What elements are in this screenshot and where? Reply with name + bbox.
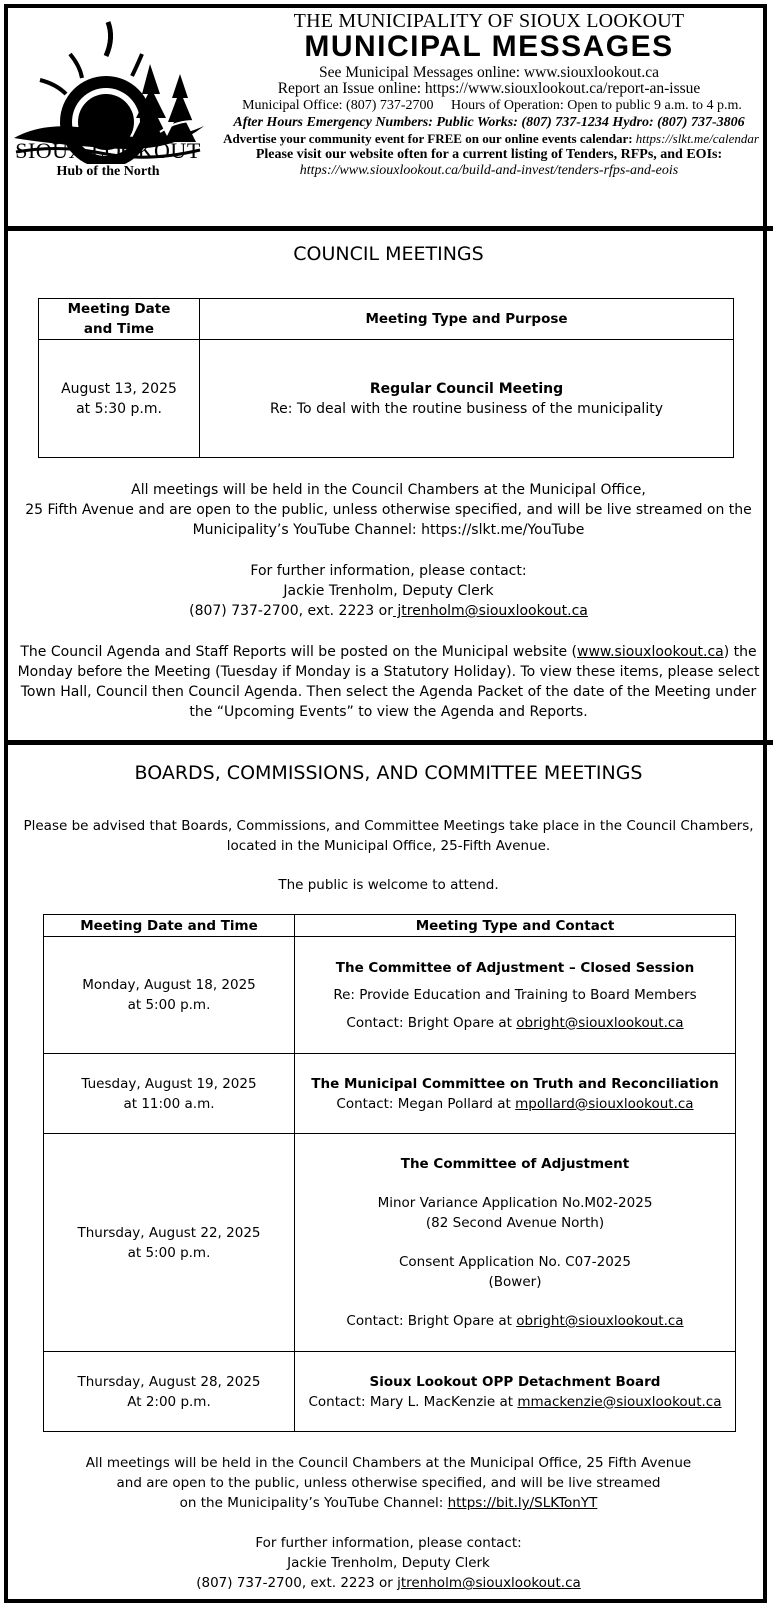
meeting-date: Thursday, August 28, 2025 [77, 1373, 261, 1390]
text-line: 25 Fifth Avenue and are open to the public, unless otherwise specified, and will be live streamed on the [25, 502, 752, 518]
contact-label: Contact: Megan Pollard at [336, 1095, 516, 1112]
council-agenda-paragraph [8, 642, 769, 722]
section-divider [4, 226, 773, 231]
online-link[interactable]: See Municipal Messages online: www.siouxlookout.ca [319, 64, 659, 81]
boards-intro [8, 816, 769, 856]
text-line: All meetings will be held in the Council Chambers at the Municipal Office, 25 Fifth Avenue [85, 1455, 692, 1471]
office-phone: Municipal Office: (807) 737-2700 [242, 98, 434, 113]
meeting-date-cell [44, 1352, 295, 1432]
page-title: MUNICIPAL MESSAGES [304, 30, 674, 63]
text-span: The Council Agenda and Staff Reports will be posted on the Municipal website ( [20, 644, 578, 660]
table-row [44, 1134, 736, 1352]
text-line: For further information, please contact: [255, 1535, 522, 1551]
meeting-type-cell [295, 937, 736, 1054]
application-number: Consent Application No. C07-2025 [399, 1254, 631, 1270]
council-location-paragraph [8, 480, 769, 540]
boards-location-paragraph [8, 1453, 769, 1513]
table-header-type: Meeting Type and Contact [295, 915, 736, 937]
meeting-type-cell [295, 1134, 736, 1352]
contact-label: Contact: Bright Opare at [346, 1014, 517, 1031]
contact-email-link[interactable]: mmackenzie@siouxlookout.ca [517, 1393, 722, 1410]
report-issue-link[interactable]: Report an Issue online: https://www.siouxlookout.ca/report-an-issue [277, 80, 701, 97]
municipality-name: THE MUNICIPALITY OF SIOUX LOOKOUT [293, 10, 685, 32]
application-name: (Bower) [488, 1274, 542, 1290]
application-address: (82 Second Avenue North) [425, 1215, 605, 1231]
boards-contact [8, 1533, 769, 1593]
text-line: All meetings will be held in the Council Chambers at the Municipal Office, [131, 482, 646, 498]
meeting-type-cell [295, 1352, 736, 1432]
text-line: the “Upcoming Events” to view the Agenda and Reports. [189, 704, 588, 720]
logo-tagline: Hub of the North [56, 164, 160, 179]
meeting-type: Sioux Lookout OPP Detachment Board [369, 1373, 661, 1390]
council-contact [8, 561, 769, 621]
tenders-link[interactable]: https://www.siouxlookout.ca/build-and-invest/tenders-rfps-and-eois [299, 163, 679, 178]
meeting-contact [295, 1094, 735, 1114]
meeting-date-cell [44, 1054, 295, 1134]
meeting-purpose: Re: Provide Education and Training to Board Members [333, 986, 697, 1003]
section-divider [4, 740, 773, 745]
meeting-time: at 11:00 a.m. [123, 1095, 215, 1112]
youtube-link[interactable]: https://bit.ly/SLKTonYT [447, 1495, 598, 1511]
meeting-date: Thursday, August 22, 2025 [77, 1224, 261, 1241]
boards-heading: BOARDS, COMMISSIONS, AND COMMITTEE MEETINGS [134, 762, 643, 784]
text-line: Monday before the Meeting (Tuesday if Monday is a Statutory Holiday). To view these items, please select [17, 664, 760, 680]
header-line: Meeting Date [67, 301, 171, 317]
public-welcome: The public is welcome to attend. [278, 877, 499, 893]
meeting-type: The Committee of Adjustment [400, 1156, 630, 1172]
text-line [8, 642, 769, 662]
website-link[interactable]: www.siouxlookout.ca [577, 644, 724, 660]
meeting-time: At 2:00 p.m. [127, 1393, 211, 1410]
text-line [8, 601, 769, 621]
meeting-date-cell [39, 340, 200, 458]
text-line: Please be advised that Boards, Commissions, and Committee Meetings take place in the Council Chambers, [23, 818, 754, 834]
meeting-contact [295, 1311, 735, 1331]
logo-name: SIOUX LOOKOUT [15, 138, 201, 163]
contact-email-link[interactable]: mpollard@siouxlookout.ca [515, 1095, 694, 1112]
text-line [8, 1573, 769, 1593]
meeting-time: at 5:30 p.m. [76, 400, 162, 417]
meeting-type: Regular Council Meeting [369, 380, 564, 397]
contact-email-link[interactable]: jtrenholm@siouxlookout.ca [397, 1575, 581, 1591]
text-line: Town Hall, Council then Council Agenda. Then select the Agenda Packet of the date of the Meeting under [20, 684, 757, 700]
table-row [44, 1352, 736, 1432]
text-line: located in the Municipal Office, 25-Fifth Avenue. [226, 838, 551, 854]
contact-label: Contact: Mary L. MacKenzie at [308, 1393, 518, 1410]
advertise-label: Advertise your community event for FREE on our online events calendar: [223, 131, 633, 146]
sioux-lookout-logo [10, 14, 206, 184]
meeting-date-cell [44, 1134, 295, 1352]
contact-name: Jackie Trenholm, Deputy Clerk [283, 583, 494, 599]
meeting-type-cell [200, 340, 734, 458]
contact-phone: (807) 737-2700, ext. 2223 or [196, 1575, 398, 1591]
hours-of-operation: Hours of Operation: Open to public 9 a.m. to 4 p.m. [451, 98, 742, 113]
council-meetings-table [38, 298, 734, 458]
council-meetings-heading: COUNCIL MEETINGS [293, 243, 484, 265]
contact-email-link[interactable]: obright@siouxlookout.ca [516, 1313, 684, 1329]
meeting-date: Monday, August 18, 2025 [82, 977, 256, 993]
text-span: ) the [723, 644, 757, 660]
table-row [39, 340, 734, 458]
text-line: and are open to the public, unless otherwise specified, and will be live streamed [116, 1475, 661, 1491]
meeting-type: The Committee of Adjustment – Closed Session [335, 959, 695, 976]
meeting-time: at 5:00 p.m. [127, 997, 211, 1013]
table-header-type: Meeting Type and Purpose [200, 299, 734, 340]
meeting-date: Tuesday, August 19, 2025 [81, 1075, 257, 1092]
tenders-label: Please visit our website often for a current listing of Tenders, RFPs, and EOIs: [255, 147, 723, 162]
office-hours-line [212, 98, 772, 114]
header-line: and Time [83, 321, 155, 337]
contact-label: Contact: Bright Opare at [346, 1313, 517, 1329]
application-number: Minor Variance Application No.M02-2025 [377, 1195, 653, 1211]
meeting-date: August 13, 2025 [61, 380, 177, 397]
meeting-type: The Municipal Committee on Truth and Reconciliation [311, 1075, 719, 1092]
text-line: Municipality’s YouTube Channel: https://slkt.me/YouTube [192, 522, 585, 538]
boards-meetings-table [43, 914, 736, 1432]
meeting-purpose: Re: To deal with the routine business of the municipality [270, 400, 663, 417]
meeting-contact [295, 1392, 735, 1412]
text-span: on the Municipality’s YouTube Channel: [179, 1495, 448, 1511]
meeting-time: at 5:00 p.m. [127, 1244, 211, 1261]
text-line [8, 1493, 769, 1513]
meeting-contact [295, 1013, 735, 1033]
calendar-link[interactable]: https://slkt.me/calendar [635, 131, 759, 146]
contact-name: Jackie Trenholm, Deputy Clerk [287, 1555, 490, 1571]
text-line: For further information, please contact: [250, 563, 527, 579]
table-row [44, 1054, 736, 1134]
meeting-type-cell [295, 1054, 736, 1134]
advertise-line [208, 131, 774, 147]
contact-email-link[interactable]: jtrenholm@siouxlookout.ca [392, 603, 588, 619]
table-header-date: Meeting Date and Time [44, 915, 295, 937]
table-header-date [39, 299, 200, 340]
table-row [44, 937, 736, 1054]
meeting-date-cell [44, 937, 295, 1054]
after-hours-numbers: After Hours Emergency Numbers: Public Works: (807) 737-1234 Hydro: (807) 737-3806 [233, 115, 745, 130]
contact-email-link[interactable]: obright@siouxlookout.ca [516, 1014, 684, 1031]
contact-phone: (807) 737-2700, ext. 2223 or [189, 603, 393, 619]
